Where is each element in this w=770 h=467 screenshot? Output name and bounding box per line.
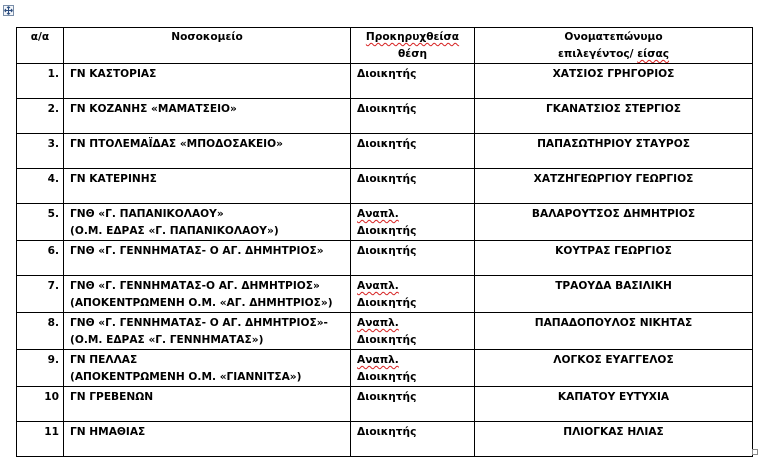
hospital-line: ΓΝΘ «Γ. ΠΑΠΑΝΙΚΟΛΑΟΥ»	[70, 208, 224, 220]
row-number: 9.	[17, 350, 64, 387]
position-cell	[351, 276, 475, 313]
row-number: 6.	[17, 241, 64, 276]
row-number: 8.	[17, 313, 64, 350]
hospital-line: ΓΝΘ «Γ. ΓΕΝΝΗΜΑΤΑΣ-Ο ΑΓ. ΔΗΜΗΤΡΙΟΣ»	[70, 280, 320, 292]
position-line: Αναπλ.	[357, 280, 399, 292]
hospital-cell	[64, 169, 351, 204]
hospital-cell	[64, 64, 351, 99]
hospital-line: (Ο.Μ. ΕΔΡΑΣ «Γ. ΠΑΠΑΝΙΚΟΛΑΟΥ»)	[70, 225, 279, 237]
position-cell	[351, 99, 475, 134]
appointments-table	[16, 27, 753, 457]
hospital-line: ΓΝ ΚΟΖΑΝΗΣ «ΜΑΜΑΤΣΕΙΟ»	[70, 103, 237, 115]
hospital-line: (Ο.Μ. ΕΔΡΑΣ «Γ. ΓΕΝΝΗΜΑΤΑΣ»)	[70, 334, 264, 346]
hospital-line: ΓΝ ΚΑΤΕΡΙΝΗΣ	[70, 173, 157, 185]
row-number: 4.	[17, 169, 64, 204]
appointee-name: ΛΟΓΚΟΣ ΕΥΑΓΓΕΛΟΣ	[475, 350, 753, 387]
table-row	[17, 241, 753, 276]
appointee-name: ΠΑΠΑΣΩΤΗΡΙΟΥ ΣΤΑΥΡΟΣ	[475, 134, 753, 169]
position-line: Διοικητής	[357, 103, 417, 115]
row-number: 11	[17, 422, 64, 457]
table-row	[17, 134, 753, 169]
position-cell	[351, 204, 475, 241]
table-row	[17, 387, 753, 422]
hospital-line: ΓΝΘ «Γ. ΓΕΝΝΗΜΑΤΑΣ- Ο ΑΓ. ΔΗΜΗΤΡΙΟΣ»-	[70, 317, 328, 329]
position-line: Διοικητής	[357, 225, 417, 237]
table-row	[17, 64, 753, 99]
hospital-line: ΓΝΘ «Γ. ΓΕΝΝΗΜΑΤΑΣ- Ο ΑΓ. ΔΗΜΗΤΡΙΟΣ»	[70, 245, 324, 257]
hospital-line: ΓΝ ΗΜΑΘΙΑΣ	[70, 426, 146, 438]
hospital-cell	[64, 313, 351, 350]
header-position: Προκηρυχθείσα θέση	[351, 28, 475, 64]
hospital-cell	[64, 134, 351, 169]
appointee-name: ΓΚΑΝΑΤΣΙΟΣ ΣΤΕΡΓΙΟΣ	[475, 99, 753, 134]
appointee-name: ΤΡΑΟΥΔΑ ΒΑΣΙΛΙΚΗ	[475, 276, 753, 313]
position-cell	[351, 134, 475, 169]
appointee-name: ΧΑΤΖΗΓΕΩΡΓΙΟΥ ΓΕΩΡΓΙΟΣ	[475, 169, 753, 204]
position-line: Διοικητής	[357, 173, 417, 185]
table-move-handle-icon[interactable]	[3, 5, 14, 16]
appointee-name: ΚΟΥΤΡΑΣ ΓΕΩΡΓΙΟΣ	[475, 241, 753, 276]
hospital-cell	[64, 276, 351, 313]
position-cell	[351, 422, 475, 457]
position-cell	[351, 350, 475, 387]
table-row	[17, 169, 753, 204]
position-line: Διοικητής	[357, 391, 417, 403]
position-line: Διοικητής	[357, 334, 417, 346]
row-number: 10	[17, 387, 64, 422]
table-row	[17, 276, 753, 313]
position-cell	[351, 64, 475, 99]
hospital-cell	[64, 387, 351, 422]
hospital-cell	[64, 350, 351, 387]
position-cell	[351, 241, 475, 276]
table-row	[17, 422, 753, 457]
table-row	[17, 350, 753, 387]
hospital-cell	[64, 241, 351, 276]
appointee-name: ΒΑΛΑΡΟΥΤΣΟΣ ΔΗΜΗΤΡΙΟΣ	[475, 204, 753, 241]
row-number: 2.	[17, 99, 64, 134]
appointee-name: ΧΑΤΣΙΟΣ ΓΡΗΓΟΡΙΟΣ	[475, 64, 753, 99]
table-row	[17, 313, 753, 350]
position-cell	[351, 387, 475, 422]
appointee-name: ΠΑΠΑΔΟΠΟΥΛΟΣ ΝΙΚΗΤΑΣ	[475, 313, 753, 350]
hospital-line: (ΑΠΟΚΕΝΤΡΩΜΕΝΗ Ο.Μ. «ΑΓ. ΔΗΜΗΤΡΙΟΣ»)	[70, 297, 333, 309]
position-line: Διοικητής	[357, 245, 417, 257]
position-line: Διοικητής	[357, 426, 417, 438]
hospital-line: (ΑΠΟΚΕΝΤΡΩΜΕΝΗ Ο.Μ. «ΓΙΑΝΝΙΤΣΑ»)	[70, 371, 302, 383]
hospital-line: ΓΝ ΠΤΟΛΕΜΑΪΔΑΣ «ΜΠΟΔΟΣΑΚΕΙΟ»	[70, 138, 283, 150]
position-line: Διοικητής	[357, 297, 417, 309]
table-row	[17, 204, 753, 241]
position-line: Αναπλ.	[357, 208, 399, 220]
header-name: Ονοματεπώνυμο επιλεγέντος/ είσας	[475, 28, 753, 64]
row-number: 5.	[17, 204, 64, 241]
position-line: Αναπλ.	[357, 317, 399, 329]
hospital-line: ΓΝ ΠΕΛΛΑΣ	[70, 354, 138, 366]
hospital-cell	[64, 99, 351, 134]
row-number: 1.	[17, 64, 64, 99]
position-line: Διοικητής	[357, 138, 417, 150]
appointee-name: ΠΛΙΟΓΚΑΣ ΗΛΙΑΣ	[475, 422, 753, 457]
table-row	[17, 99, 753, 134]
position-line: Διοικητής	[357, 68, 417, 80]
table-resize-handle[interactable]	[752, 449, 758, 455]
position-line: Αναπλ.	[357, 354, 399, 366]
header-hospital: Νοσοκομείο	[64, 28, 351, 64]
appointee-name: ΚΑΠΑΤΟΥ ΕΥΤΥΧΙΑ	[475, 387, 753, 422]
position-cell	[351, 169, 475, 204]
header-num: α/α	[17, 28, 64, 64]
row-number: 3.	[17, 134, 64, 169]
hospital-line: ΓΝ ΚΑΣΤΟΡΙΑΣ	[70, 68, 157, 80]
table-header-row	[17, 28, 753, 64]
hospital-cell	[64, 204, 351, 241]
position-line: Διοικητής	[357, 371, 417, 383]
row-number: 7.	[17, 276, 64, 313]
position-cell	[351, 313, 475, 350]
hospital-line: ΓΝ ΓΡΕΒΕΝΩΝ	[70, 391, 154, 403]
hospital-cell	[64, 422, 351, 457]
